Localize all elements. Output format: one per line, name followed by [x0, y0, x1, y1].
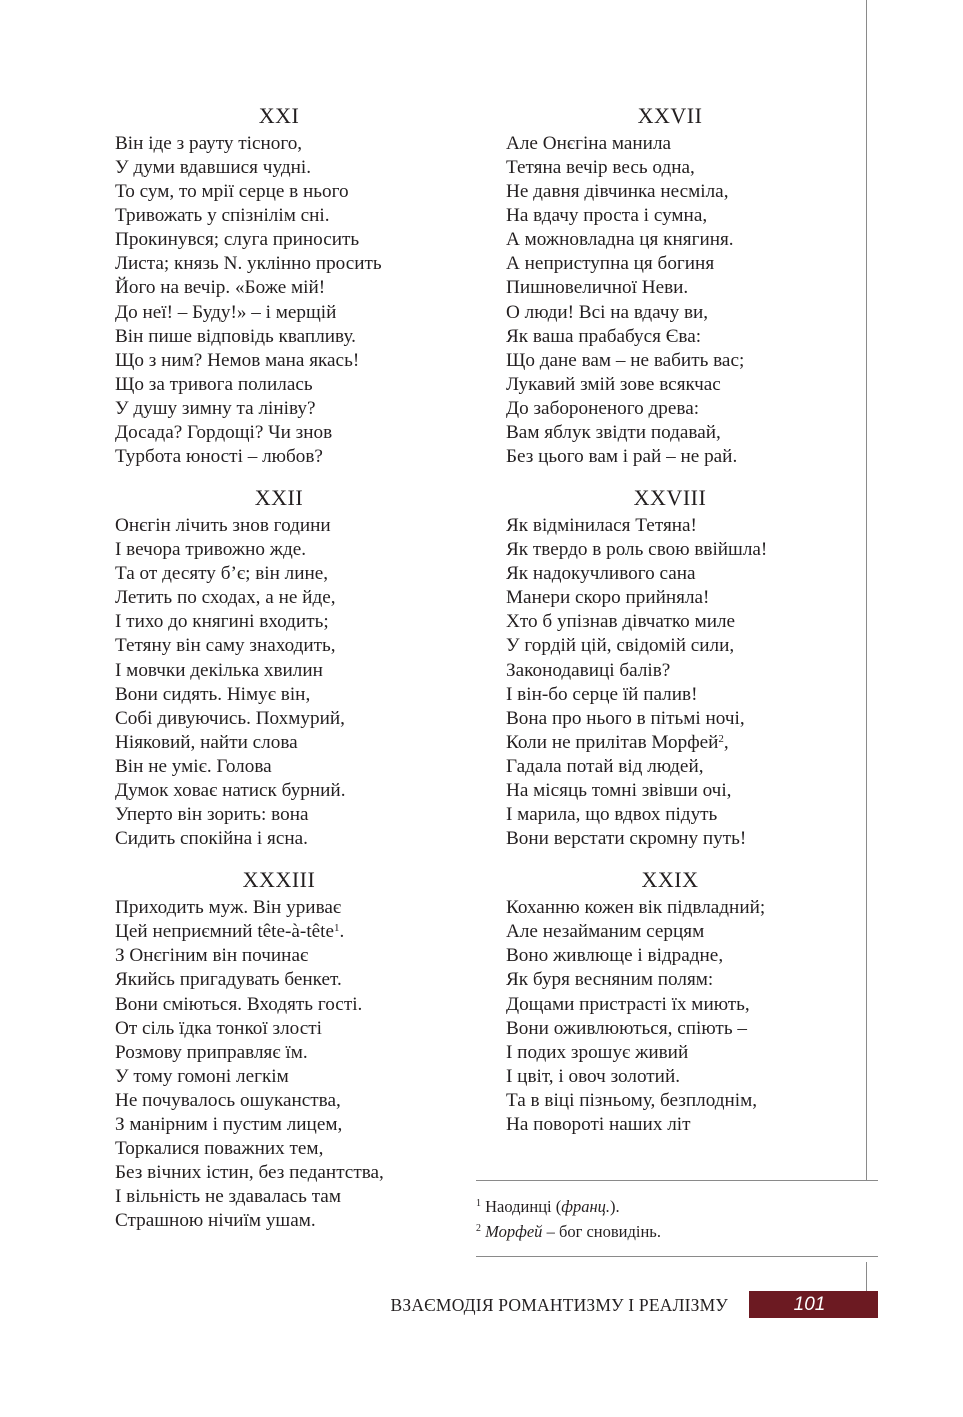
verse-line: Коханню кожен вік підвладний;	[506, 897, 766, 919]
verse-line: Як надокучливого сана	[506, 563, 696, 585]
verse-line: Досада? Гордощі? Чи знов	[115, 421, 333, 443]
verse-line: Тривожать у спізнілім сні.	[115, 205, 330, 227]
verse-line: Що з ним? Немов мана якась!	[115, 349, 360, 371]
footnote-reference: 1	[334, 922, 340, 935]
verse-line-with-note	[506, 731, 846, 755]
verse-line: Його на вечір. «Боже мій!	[115, 277, 326, 299]
stanza-number: XXIX	[641, 867, 699, 893]
stanza-number: XXI	[258, 103, 300, 128]
footnote-rule-bottom	[476, 1256, 878, 1257]
verse-line: Та от десяту б’є; він лине,	[115, 563, 329, 585]
verse-line: Дощами пристрасті їх миють,	[506, 993, 750, 1015]
verse-line: У гордій цій, свідомій сили,	[506, 635, 735, 657]
verse-line: Пишновеличної Неви.	[506, 277, 689, 299]
footnote-text: Наодинці (	[485, 1197, 562, 1216]
verse-line: Собі дивуючись. Похмурий,	[115, 707, 345, 729]
verse-line: Вам яблук звідти подавай,	[506, 421, 721, 443]
stanza-xxi	[115, 104, 455, 469]
verse-line: На повороті наших літ	[506, 1113, 691, 1135]
footnote-mark: 2	[476, 1223, 481, 1234]
footnote-italic: Морфей	[485, 1222, 543, 1241]
verse-line: Розмову приправляє їм.	[115, 1041, 308, 1063]
verse-line: І марила, що вдвох підуть	[506, 804, 718, 826]
verse-line: Думок ховає натиск бурний.	[115, 779, 346, 801]
verse-line: У думи вдавшися чудні.	[115, 157, 311, 179]
running-head: ВЗАЄМОДІЯ РОМАНТИЗМУ І РЕАЛІЗМУ	[390, 1295, 728, 1315]
right-column	[506, 104, 846, 1154]
verse-line-punctuation: .	[339, 921, 345, 943]
verse-line: Турбота юності – любов?	[115, 446, 323, 468]
page-number: 101	[749, 1291, 878, 1318]
verse-line: Уперто він зорить: вона	[115, 804, 309, 826]
verse-line: От сіль їдка тонкої злості	[115, 1017, 322, 1039]
verse-line: Та в віці пізньому, безплоднім,	[506, 1089, 758, 1111]
verse-line: Ніяковий, найти слова	[115, 731, 298, 753]
verse-line: Як відмінилася Тетяна!	[506, 515, 697, 537]
verse-line: Якийсь пригадувать бенкет.	[115, 969, 342, 991]
verse-line: Що за тривога полилась	[115, 373, 313, 395]
stanza-number: XXXIII	[242, 867, 316, 893]
verse-line: Торкалися поважних тем,	[115, 1137, 324, 1159]
verse-line: Без цього вам і рай – не рай.	[506, 446, 738, 468]
verse-line: І подих зрошує живий	[506, 1041, 689, 1063]
footnote-reference: 2	[718, 732, 724, 745]
verse-line: Він не уміє. Голова	[115, 755, 272, 777]
verse-line: Страшною нічиїм ушам.	[115, 1210, 316, 1232]
verse-line: А неприступна ця богиня	[506, 253, 715, 275]
verse-line: І мовчки декілька хвилин	[115, 659, 323, 681]
right-margin-rule-lower	[866, 1262, 867, 1292]
verse-line: У тому гомоні легкім	[115, 1065, 289, 1087]
verse-line: Але незайманим серцям	[506, 921, 705, 943]
verse-line: І вільність не здавалась там	[115, 1186, 341, 1208]
verse-line: Вони сидять. Німує він,	[115, 683, 311, 705]
stanza-xxiii	[115, 868, 455, 1233]
footnote-2	[476, 1219, 876, 1244]
verse-line: Хто б упізнав дівчатко миле	[506, 611, 736, 633]
stanza-xxii	[115, 486, 455, 851]
verse-line: Як твердо в роль свою ввійшла!	[506, 539, 768, 561]
verse-line: Без вічних істин, без педантства,	[115, 1162, 384, 1184]
verse-line: На місяць томні звівши очі,	[506, 779, 732, 801]
stanza-number: XXVIII	[633, 485, 707, 511]
verse-line: У душу зимну та лініву?	[115, 397, 316, 419]
verse-line: І тихо до княгині входить;	[115, 611, 329, 633]
stanza-xxix	[506, 868, 846, 1137]
footnote-text: – бог сновидінь.	[542, 1222, 661, 1241]
left-column	[115, 104, 455, 1250]
footnote-italic: франц.	[561, 1197, 611, 1216]
footnotes	[476, 1194, 876, 1244]
verse-line: Гадала потай від людей,	[506, 755, 704, 777]
verse-line: Листа; князь N. уклінно просить	[115, 253, 382, 275]
verse-line: Тетяну він саму знаходить,	[115, 635, 336, 657]
verse-line: І цвіт, і овоч золотий.	[506, 1065, 681, 1087]
stanza-xxviii	[506, 486, 846, 851]
verse-line: Як ваша прабабуся Єва:	[506, 325, 702, 347]
verse-line: І вечора тривожно жде.	[115, 539, 307, 561]
verse-line: Вони верстати скромну путь!	[506, 828, 747, 850]
verse-line: Не давня дівчинка несміла,	[506, 181, 729, 203]
verse-line: Законодавиці балів?	[506, 659, 671, 681]
verse-line: Лукавий змій зове всякчас	[506, 373, 721, 395]
verse-line-text: Коли не прилітав Морфей	[506, 731, 719, 753]
stanza-number: XXVII	[637, 103, 703, 128]
verse-line: Не почувалось ошуканства,	[115, 1089, 341, 1111]
verse-line: Тетяна вечір весь одна,	[506, 157, 695, 179]
verse-line: З манірним і пустим лицем,	[115, 1113, 343, 1135]
verse-line: Приходить муж. Він уриває	[115, 897, 342, 919]
stanza-xxvii	[506, 104, 846, 469]
footnote-rule-top	[476, 1180, 878, 1181]
verse-line: Він пише відповідь квапливу.	[115, 325, 356, 347]
verse-line: До неї! – Буду!» – і мерщій	[115, 301, 337, 323]
verse-line: До забороненого древа:	[506, 397, 700, 419]
verse-line: О люди! Всі на вдачу ви,	[506, 301, 709, 323]
verse-line: На вдачу проста і сумна,	[506, 205, 708, 227]
verse-line: Летить по сходах, а не йде,	[115, 587, 336, 609]
verse-line: Онєгін лічить знов години	[115, 515, 331, 537]
footnote-text: ).	[610, 1197, 620, 1216]
footnote-mark: 1	[476, 1198, 481, 1209]
verse-line-with-note	[115, 920, 455, 944]
verse-line-text: Цей неприємний tête-à-tête	[115, 921, 335, 943]
verse-line: І він-бо серце їй палив!	[506, 683, 698, 705]
verse-line: Сидить спокійна і ясна.	[115, 828, 308, 850]
verse-line: Він іде з рауту тісного,	[115, 133, 303, 154]
verse-line: Вони сміються. Входять гості.	[115, 993, 363, 1015]
verse-line: Як буря весняним полям:	[506, 969, 714, 991]
verse-line: З Онєгіним він починає	[115, 945, 309, 967]
verse-line: А можновладна ця княгиня.	[506, 229, 734, 251]
verse-line: Вони оживлюються, спіють –	[506, 1017, 747, 1039]
verse-line: Прокинувся; слуга приносить	[115, 229, 360, 251]
verse-line: Що дане вам – не вабить вас;	[506, 349, 745, 371]
verse-line: Але Онєгіна манила	[506, 133, 672, 154]
verse-line: Манери скоро прийняла!	[506, 587, 710, 609]
footnote-1	[476, 1194, 876, 1219]
stanza-number: XXII	[254, 485, 304, 511]
verse-line: Воно живлюще і відрадне,	[506, 945, 724, 967]
verse-line-punctuation: ,	[723, 731, 729, 753]
verse-line: То сум, то мрії серце в нього	[115, 181, 349, 203]
verse-line: Вона про нього в пітьмі ночі,	[506, 707, 745, 729]
right-margin-rule	[866, 0, 867, 1180]
